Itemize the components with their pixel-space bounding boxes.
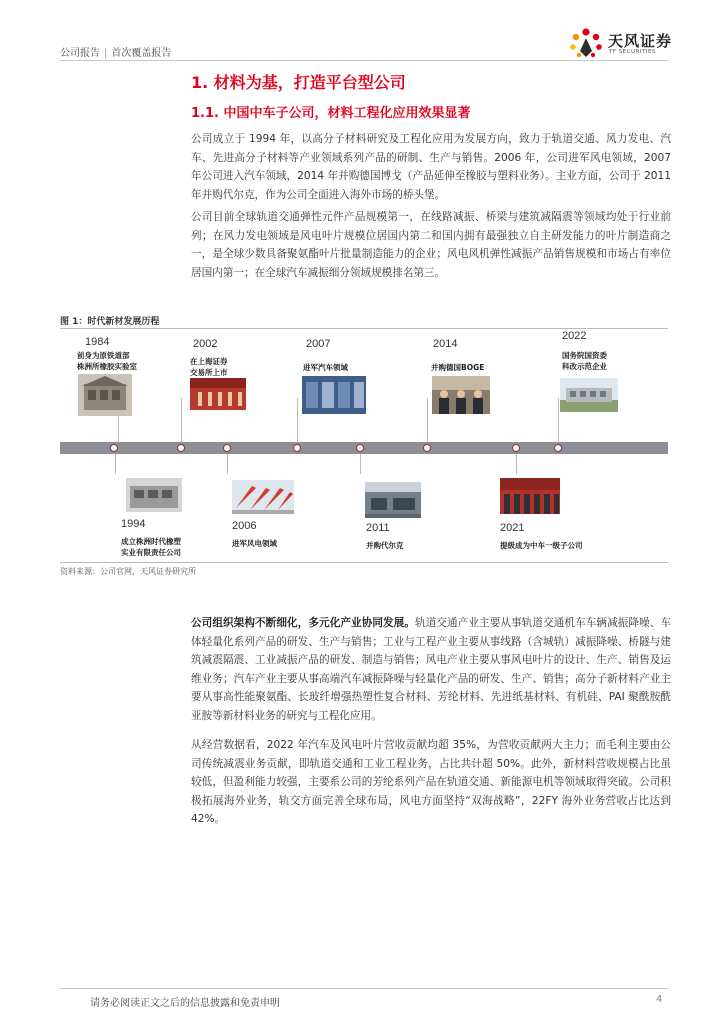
event-year: 2011 [366, 522, 390, 534]
timeline-dot-1994 [110, 444, 118, 452]
event-label: 前身为原铁道部 株洲所橡胶实验室 [77, 351, 137, 371]
photo-1984-lab-icon [78, 374, 132, 416]
timeline-dots [60, 442, 668, 454]
photo-2014-boge-icon [432, 376, 490, 414]
report-header [60, 44, 171, 59]
timeline-dot-2002 [177, 444, 185, 452]
timeline-dot-2021 [512, 444, 520, 452]
event-year: 2014 [433, 338, 458, 350]
photo-2006-wind-icon [232, 480, 294, 514]
event-label: 成立株洲时代橡塑 实业有限责任公司 [121, 537, 181, 557]
paragraph-market-position: 公司目前全球轨道交通弹性元件产品规模第一，在线路减振、桥梁与建筑减隔震等领域均处于行业前列；在风力发电领域是风电叶片规模位居国内第二和国内拥有最强独立自主研发能力的叶片制造商之一，是全球少数具备聚氨酯叶片批量制造能力的企业；风电风机弹性减振产品销售规模和市场占有率位居国内第一；在全球汽车减振细分领域规模排名第三。 [191, 211, 671, 279]
event-label: 进军汽车领域 [303, 363, 348, 372]
event-label: 并购德国BOGE [431, 363, 485, 372]
footer-divider [60, 988, 668, 989]
timeline-dot-2014 [423, 444, 431, 452]
event-label: 进军风电领域 [232, 539, 277, 548]
section-heading: 1. 材料为基，打造平台型公司 [191, 73, 406, 92]
event-year: 2006 [232, 520, 257, 532]
report-type: 公司报告 [60, 48, 100, 59]
timeline-dot-2011 [356, 444, 364, 452]
event-label: 在上海证券 交易所上市 [190, 357, 228, 377]
photo-2021-crrc-icon [500, 478, 560, 514]
timeline-dot-2006 [223, 444, 231, 452]
event-year: 2007 [306, 338, 331, 350]
figure-caption: 图 1：时代新材发展历程 [60, 317, 160, 327]
timeline-stem [297, 398, 298, 442]
timeline-stem [181, 398, 182, 442]
paragraph-lead: 公司组织架构不断细化，多元化产业协同发展。 [191, 617, 416, 629]
event-year: 2021 [500, 522, 525, 534]
paragraph-org-structure [191, 614, 671, 725]
event-year: 2022 [562, 330, 587, 342]
header-divider [60, 60, 668, 61]
timeline-dot-2007 [293, 444, 301, 452]
timeline-stem [115, 454, 116, 474]
photo-2007-automotive-icon [302, 376, 366, 414]
photo-1994-company-icon [126, 478, 182, 512]
paragraph-operations: 从经营数据看，2022 年汽车及风电叶片营收贡献均超 35%，为营收贡献两大主力；而毛利主要由公司传统减震业务贡献，即轨道交通和工业工程业务，占比共计超 50%。此外，新材料营收规模占比虽较低，但盈利能力较强，主要系公司的芳纶系列产品在轨道交通、新能源电机等领域取得突破。公司积极拓展海外业务，轨交方面完善全球布局，风电方面坚持“双海战略”，22FY 海外业务营收占比达到 42%。 [191, 739, 671, 825]
photo-2022-reform-icon [560, 378, 618, 412]
timeline-stem [227, 454, 228, 474]
photo-2002-listing-icon [190, 378, 246, 410]
paragraph-history: 公司成立于 1994 年，以高分子材料研究及工程化应用为发展方向，致力于轨道交通、风力发电、汽车、先进高分子材料等产业领域系列产品的研制、生产与销售。2006 年，公司进军风电领域，2007 年公司进入汽车领域，2014 年并购德国博戈（产品延伸至橡胶与塑料业务）。主业方面，公司于 2011 年并购代尔克，作为公司全面进入海外市场的桥头堡。 [191, 133, 671, 201]
event-year: 1984 [85, 336, 110, 348]
event-label: 提级成为中车一级子公司 [500, 541, 583, 550]
subsection-heading: 1.1. 中国中车子公司，材料工程化应用效果显著 [191, 106, 471, 121]
event-year: 1994 [121, 518, 146, 530]
figure-source: 资料来源：公司官网，天风证券研究所 [60, 567, 196, 576]
event-label: 国务院国资委 科改示范企业 [562, 351, 607, 371]
paragraph-body: 轨道交通产业主要从事轨道交通机车车辆减振降噪、车体轻量化系列产品的研发、生产与销售；工业与工程产业主要从事线路（含城轨）减振降噪、桥隧与建筑减震隔震、工业减振产品的研发、制造与销售；风电产业主要从事风电叶片的设计、生产、销售及运维业务；汽车产业主要从事高端汽车减振降噪与轻量化产品的研发、生产、销售；高分子新材料产业主要从事高性能聚氨酯、长玻纤增强热塑性复合材料、芳纶材料、先进纸基材料、有机硅、PAI 聚酰胺酰亚胺等新材料业务的研究与工程化应用。 [191, 617, 672, 722]
page-number: 4 [656, 994, 663, 1005]
logo-mark-icon [568, 27, 604, 59]
photo-2011-delkor-icon [365, 482, 421, 518]
timeline-stem [427, 398, 428, 442]
footer-disclaimer: 请务必阅读正文之后的信息披露和免责申明 [90, 998, 280, 1009]
logo-name-cn: 天风证券 [608, 32, 673, 50]
timeline-stem [516, 454, 517, 474]
event-year: 2002 [193, 338, 218, 350]
event-label: 并购代尔克 [366, 541, 404, 550]
header-separator: | [104, 48, 108, 59]
company-logo [568, 27, 678, 59]
figure-bottom-rule [60, 562, 668, 563]
logo-name-en: TF SECURITIES [609, 49, 656, 55]
timeline-stem [360, 454, 361, 474]
timeline-stem [558, 398, 559, 442]
figure-top-rule [60, 328, 668, 329]
report-subtype: 首次覆盖报告 [111, 48, 172, 59]
timeline-dot-2022 [554, 444, 562, 452]
